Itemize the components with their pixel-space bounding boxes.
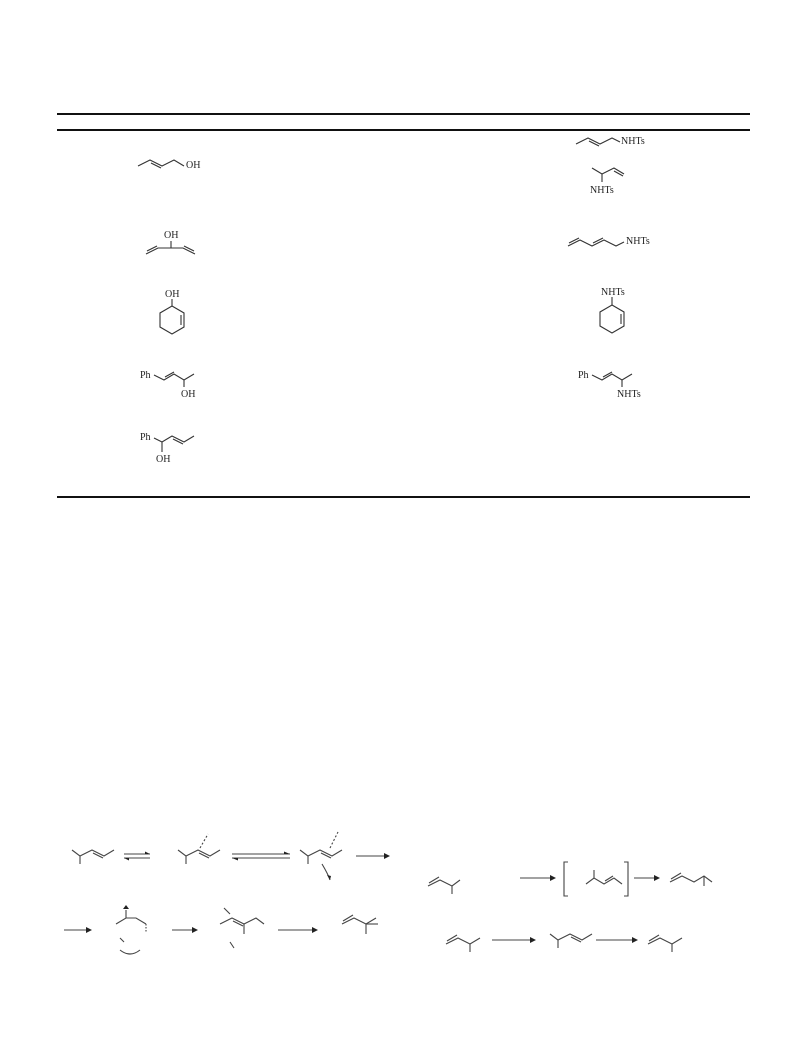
substrate-label: OH	[156, 454, 171, 465]
product-styryl-sulfonamide	[576, 366, 656, 402]
substrate-label: OH	[164, 230, 179, 241]
forward-arrow-1	[356, 853, 390, 859]
equilibrium-arrow-2	[232, 852, 290, 861]
scheme-right-alkene-1	[428, 877, 460, 894]
scheme-right-alkene-4	[550, 934, 592, 948]
product-label: Ph	[578, 370, 589, 381]
forward-arrow-4	[278, 927, 318, 933]
scheme-alkene-3	[300, 832, 342, 880]
product-label: NHTs	[601, 287, 625, 298]
substrate-label: Ph	[140, 370, 151, 381]
scheme-cyclic-intermediate	[116, 905, 146, 954]
scheme-alkene-5	[342, 915, 378, 934]
substrate-label: OH	[181, 389, 196, 400]
product-label: NHTs	[626, 236, 650, 247]
substrate-phenyl-butenol	[138, 428, 208, 468]
substrate-label: OH	[186, 160, 201, 171]
product-label: NHTs	[590, 185, 614, 196]
substrate-crotyl-alcohol	[130, 150, 210, 180]
scheme-right-alkene-2	[670, 873, 712, 886]
isomerization-scheme	[420, 850, 750, 960]
scheme-right-arrow-3	[492, 937, 536, 943]
product-label: NHTs	[621, 136, 645, 147]
mechanism-scheme	[60, 820, 400, 960]
substrate-label: OH	[165, 289, 180, 300]
scheme-alkene-1	[72, 850, 114, 864]
forward-arrow-3	[172, 927, 198, 933]
forward-arrow-2	[64, 927, 92, 933]
substrate-cyclohexenol	[148, 286, 196, 336]
scheme-right-arrow-1	[520, 875, 556, 881]
table-bottom-rule	[57, 496, 750, 498]
substrate-divinyl-carbinol	[140, 226, 200, 262]
product-pentadienyl-sulfonamide	[564, 230, 664, 252]
scheme-right-arrow-2	[634, 875, 660, 881]
equilibrium-arrow-1	[124, 852, 150, 861]
product-cyclohexenyl-sulfonamide	[590, 284, 640, 336]
scheme-right-alkene-5	[648, 935, 682, 952]
product-label: NHTs	[617, 389, 641, 400]
table-top-rule	[57, 113, 750, 115]
substrate-styryl-carbinol	[138, 366, 208, 402]
product-branched-sulfonamide	[588, 164, 648, 200]
scheme-alkene-4	[220, 908, 264, 948]
scheme-bracket-intermediate	[564, 862, 628, 896]
scheme-right-alkene-3	[446, 935, 480, 952]
scheme-right-arrow-4	[596, 937, 638, 943]
scheme-alkene-2	[178, 834, 220, 864]
product-linear-crotyl-sulfonamide	[568, 130, 658, 152]
substrate-label: Ph	[140, 432, 151, 443]
